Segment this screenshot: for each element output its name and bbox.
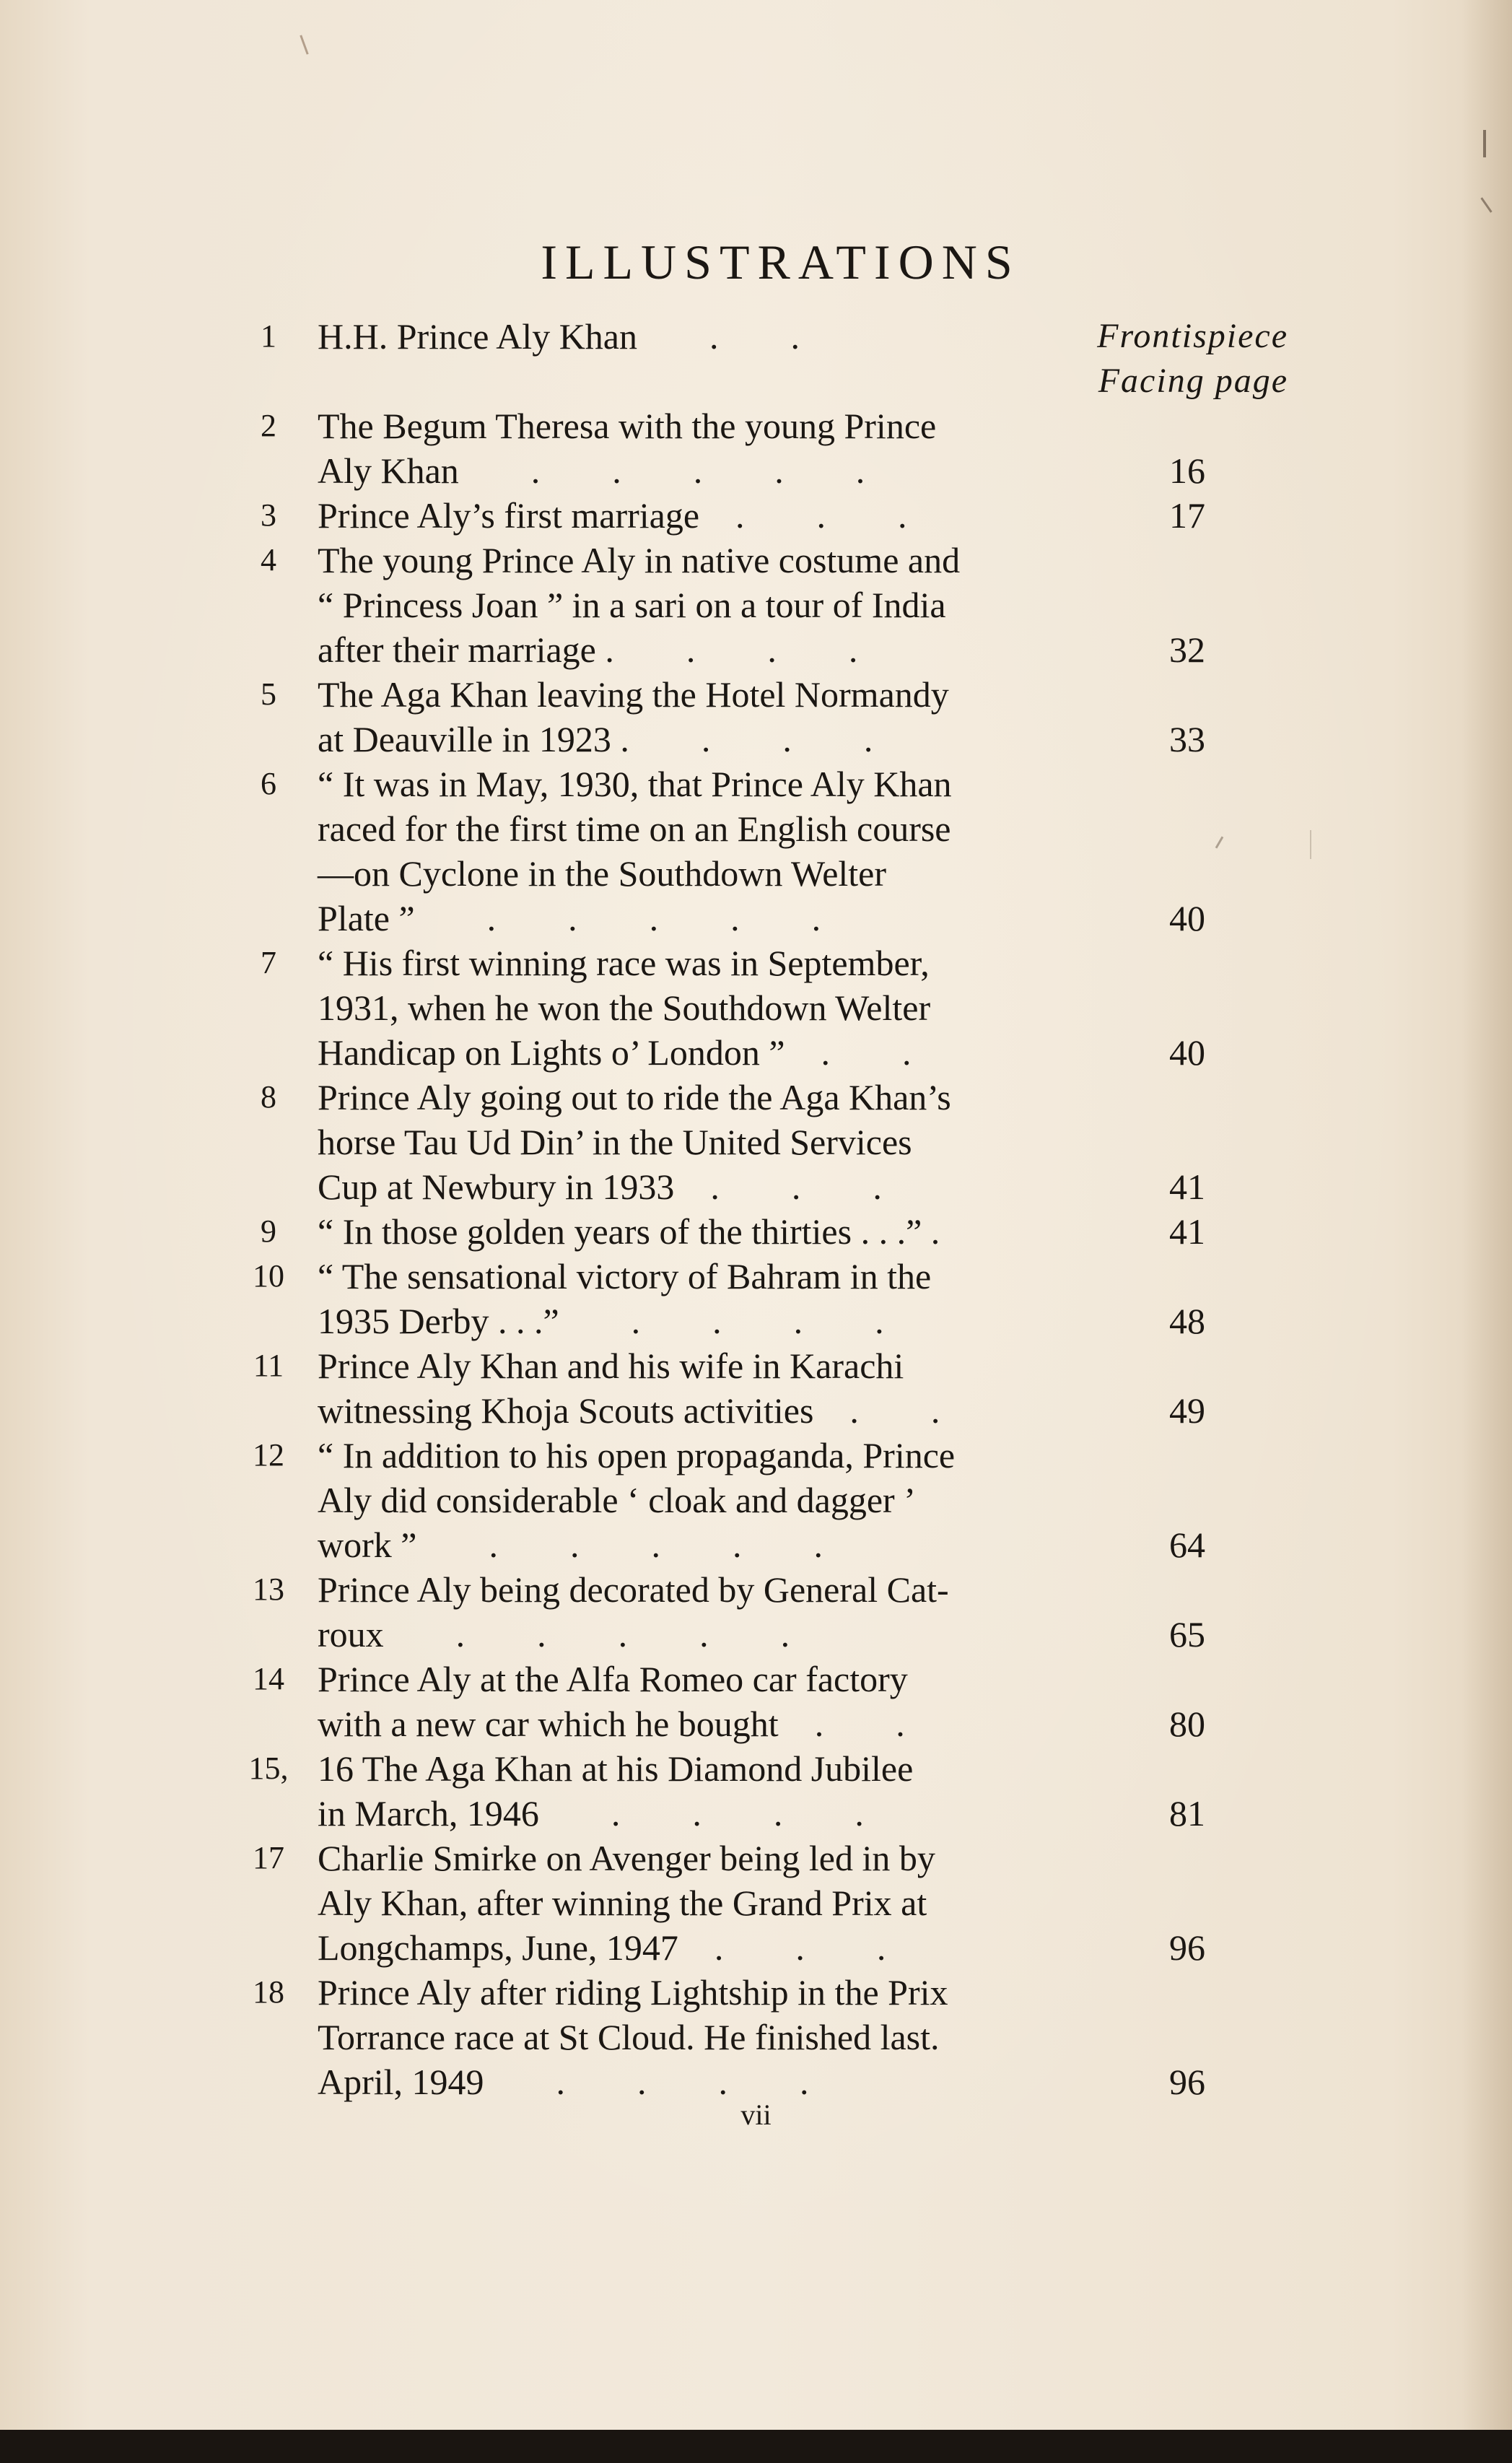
entry-number: 12	[253, 1437, 284, 1473]
entry-number: 18	[253, 1974, 284, 2010]
entry-page-number: 41	[1169, 1167, 1205, 1207]
entry-title-line: The young Prince Aly in native costume and	[318, 540, 961, 580]
entry-title-line: “ The sensational victory of Bahram in the	[318, 1256, 932, 1296]
entry-title-line: 1931, when he won the Southdown Welter	[318, 988, 931, 1028]
entry-page-number: 96	[1169, 1927, 1205, 1968]
entry-page-number: 17	[1169, 495, 1205, 536]
entry-number: 17	[253, 1840, 284, 1875]
entry-number: 7	[261, 945, 276, 980]
facing-page-label: Facing page	[1098, 362, 1288, 400]
entry-number: 11	[253, 1348, 284, 1383]
entry-title-line: April, 1949 . . . .	[318, 2062, 809, 2102]
entry-page-number: 64	[1169, 1525, 1205, 1565]
entry-number: 15,	[248, 1751, 289, 1786]
entry-title-line: Charlie Smirke on Avenger being led in by	[318, 1838, 935, 1878]
entry-number: 4	[261, 542, 276, 577]
entry-title-line: Prince Aly after riding Lightship in the Prix	[318, 1972, 948, 2013]
entry-page-number: 40	[1169, 1032, 1205, 1073]
entry-number: 13	[253, 1571, 284, 1607]
entry-title-line: after their marriage . . . .	[318, 629, 858, 670]
entry-title-line: raced for the first time on an English course	[318, 808, 951, 849]
page-title: ILLUSTRATIONS	[541, 235, 1021, 289]
entry-title-line: Aly did considerable ‘ cloak and dagger ’	[318, 1480, 916, 1520]
entry-title-line: horse Tau Ud Din’ in the United Services	[318, 1122, 912, 1162]
entry-title-line: witnessing Khoja Scouts activities . .	[318, 1390, 940, 1431]
entry-page-number: 48	[1169, 1301, 1205, 1341]
entry-number: 6	[261, 766, 276, 801]
entry-number: 9	[261, 1213, 276, 1249]
entry-page-number: 32	[1169, 629, 1205, 670]
entry-title-line: 16 The Aga Khan at his Diamond Jubilee	[318, 1748, 914, 1789]
entry-number: 2	[261, 408, 276, 443]
entry-title-line: “ In those golden years of the thirties . . .” .	[318, 1211, 940, 1252]
entry-title-line: Prince Aly’s first marriage . . .	[318, 495, 907, 536]
frontispiece-label: Frontispiece	[1097, 317, 1288, 355]
entry-page-number: 41	[1169, 1211, 1205, 1252]
entry-title-line: Torrance race at St Cloud. He finished last.	[318, 2017, 940, 2057]
entry-page-number: 16	[1169, 450, 1205, 491]
entry-title-line: Prince Aly at the Alfa Romeo car factory	[318, 1659, 908, 1699]
entry-title-line: H.H. Prince Aly Khan . .	[318, 316, 800, 357]
entry-title-line: “ Princess Joan ” in a sari on a tour of India	[318, 585, 946, 625]
entry-page-number: 81	[1169, 1793, 1205, 1834]
entry-title-line: roux . . . . .	[318, 1614, 790, 1655]
paper-mark	[300, 35, 308, 54]
entry-number: 3	[261, 497, 276, 533]
entry-page-number: 80	[1169, 1704, 1205, 1744]
entry-title-line: Cup at Newbury in 1933 . . .	[318, 1167, 882, 1207]
entry-title-line: Prince Aly being decorated by General Cat-	[318, 1569, 949, 1610]
entry-number: 8	[261, 1079, 276, 1115]
entry-title-line: “ It was in May, 1930, that Prince Aly Khan	[318, 764, 952, 804]
entry-title-line: 1935 Derby . . .” . . . .	[318, 1301, 884, 1341]
entry-title-line: work ” . . . . .	[318, 1525, 823, 1565]
paper-mark	[1215, 836, 1224, 848]
entry-title-line: The Begum Theresa with the young Prince	[318, 406, 937, 446]
entry-title-line: Aly Khan, after winning the Grand Prix at	[318, 1883, 927, 1923]
entry-number: 1	[261, 318, 276, 354]
entry-title-line: in March, 1946 . . . .	[318, 1793, 864, 1834]
entry-title-line: —on Cyclone in the Southdown Welter	[318, 853, 887, 894]
entry-title-line: Handicap on Lights o’ London ” . .	[318, 1032, 912, 1073]
entry-page-number: 40	[1169, 898, 1205, 938]
paper-mark	[1483, 130, 1486, 157]
entry-page-number: 33	[1169, 719, 1205, 759]
entry-title-line: The Aga Khan leaving the Hotel Normandy	[318, 674, 949, 715]
entry-page-number: 65	[1169, 1614, 1205, 1655]
page-bottom-edge	[0, 2430, 1512, 2463]
paper-mark	[1310, 830, 1311, 859]
entry-page-number: 96	[1169, 2062, 1205, 2102]
entry-title-line: with a new car which he bought . .	[318, 1704, 905, 1744]
page-number-footer: vii	[740, 2098, 772, 2131]
entry-title-line: at Deauville in 1923 . . . .	[318, 719, 873, 759]
entry-number: 5	[261, 676, 276, 712]
entry-number: 14	[253, 1661, 284, 1696]
entry-page-number: 49	[1169, 1390, 1205, 1431]
entry-title-line: “ In addition to his open propaganda, Prince	[318, 1435, 956, 1475]
entry-title-line: Prince Aly going out to ride the Aga Khan’s	[318, 1077, 951, 1117]
entry-title-line: Aly Khan . . . . .	[318, 450, 865, 491]
entry-title-line: Longchamps, June, 1947 . . .	[318, 1927, 886, 1968]
entry-title-line: Prince Aly Khan and his wife in Karachi	[318, 1346, 904, 1386]
entry-title-line: Plate ” . . . . .	[318, 898, 821, 938]
entry-title-line: “ His first winning race was in September,	[318, 943, 930, 983]
entry-number: 10	[253, 1258, 284, 1294]
